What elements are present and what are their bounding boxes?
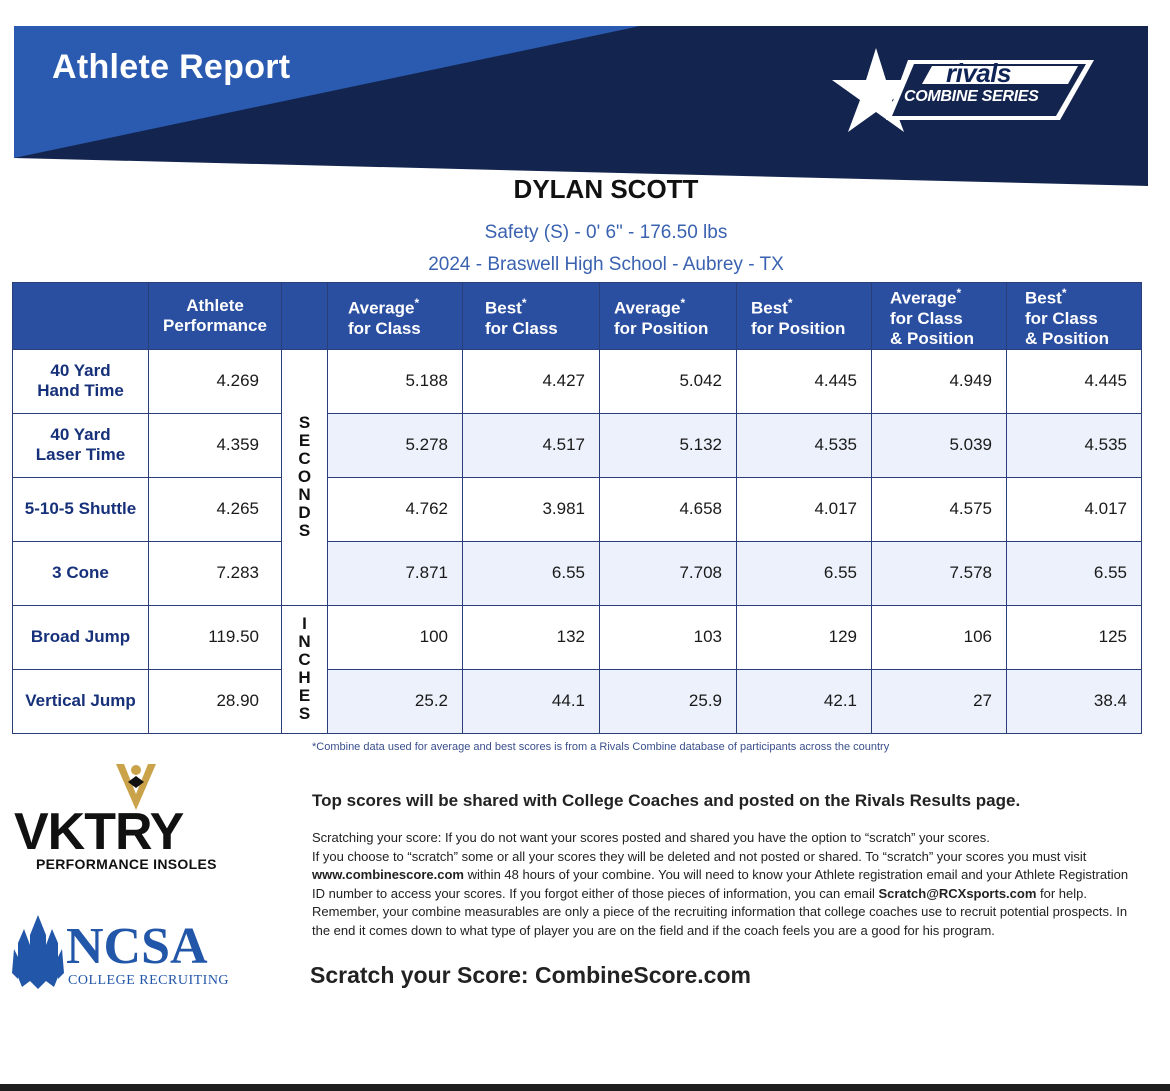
unit-seconds <box>282 349 328 605</box>
table-cell: 4.017 <box>737 477 872 541</box>
table-cell: 129 <box>737 605 872 669</box>
unit-inches <box>282 605 328 733</box>
table-cell: 27 <box>872 669 1007 733</box>
table-cell: 103 <box>600 605 737 669</box>
table-cell: 7.871 <box>328 541 463 605</box>
table-row <box>13 349 1142 413</box>
table-cell: 4.427 <box>463 349 600 413</box>
table-cell: 4.575 <box>872 477 1007 541</box>
top-scores-notice: Top scores will be shared with College Coaches and posted on the Rivals Results page. <box>312 791 1021 810</box>
table-cell: 4.517 <box>463 413 600 477</box>
header-avg-class-position <box>872 283 1007 350</box>
report-banner <box>0 0 1170 190</box>
vktry-tagline: PERFORMANCE INSOLES <box>36 856 217 872</box>
table-cell: 4.762 <box>328 477 463 541</box>
table-row <box>13 541 1142 605</box>
unit-letter: C <box>298 650 311 670</box>
unit-letter: D <box>298 503 311 523</box>
header-best-class <box>463 283 600 350</box>
table-cell: 7.708 <box>600 541 737 605</box>
table-cell: 4.535 <box>1007 413 1142 477</box>
scratch-text: If you choose to “scratch” some or all your scores they will be deleted and not posted or shared. To “scratch” your scores you must visit <box>312 848 1087 864</box>
vktry-logo-text: VKTRY <box>14 803 184 861</box>
table-cell: 38.4 <box>1007 669 1142 733</box>
athlete-value: 4.265 <box>149 477 282 541</box>
unit-letter: S <box>298 413 311 433</box>
metric-label: 5-10-5 Shuttle <box>13 477 149 541</box>
header-avg-position <box>600 283 737 350</box>
table-cell: 5.039 <box>872 413 1007 477</box>
ncsa-logo <box>12 915 242 995</box>
table-cell: 106 <box>872 605 1007 669</box>
table-cell: 5.188 <box>328 349 463 413</box>
unit-letter: S <box>298 704 311 724</box>
header-text: for Class <box>1025 308 1098 328</box>
unit-letter: E <box>298 431 311 451</box>
header-text: Best <box>751 298 788 318</box>
table-cell: 5.042 <box>600 349 737 413</box>
athlete-value: 119.50 <box>149 605 282 669</box>
bottom-edge-bar <box>0 1084 1170 1091</box>
metric-label: 3 Cone <box>13 541 149 605</box>
header-metric <box>13 283 149 350</box>
scratch-text: for help. Remember, your combine measurables are only a piece of the recruiting information that college coaches use to recruit potential prospects. In the end it comes down to what type of player you are on the field and if the coach feels you are a good for his program. <box>312 885 1128 938</box>
athlete-value: 4.359 <box>149 413 282 477</box>
table-cell: 132 <box>463 605 600 669</box>
table-row <box>13 413 1142 477</box>
header-asterisk: * <box>956 286 962 300</box>
scratch-score-cta: Scratch your Score: CombineScore.com <box>310 962 751 988</box>
unit-letter: E <box>298 686 311 706</box>
athlete-school: 2024 - Braswell High School - Aubrey - TX <box>428 254 784 275</box>
table-cell: 4.445 <box>1007 349 1142 413</box>
unit-letter: H <box>298 668 311 688</box>
ncsa-logo-text: NCSA <box>66 918 208 975</box>
table-cell: 125 <box>1007 605 1142 669</box>
header-asterisk: * <box>1061 286 1067 300</box>
unit-letter: C <box>298 449 311 469</box>
metric-label-line: 40 Yard <box>50 425 111 445</box>
table-cell: 4.445 <box>737 349 872 413</box>
header-asterisk: * <box>680 296 686 310</box>
scratch-intro: Scratching your score: If you do not want your scores posted and shared you have the option to “scratch” your scores. <box>312 830 990 845</box>
metric-label <box>13 349 149 413</box>
table-header-row <box>13 283 1142 350</box>
rivals-logo-text: rivals <box>946 58 1011 88</box>
header-athlete-performance <box>149 283 282 350</box>
table-cell: 4.658 <box>600 477 737 541</box>
header-text: Performance <box>163 315 267 335</box>
header-text: & Position <box>1025 328 1110 348</box>
header-best-position <box>737 283 872 350</box>
unit-letter: N <box>298 632 311 652</box>
table-row <box>13 605 1142 669</box>
ncsa-emblem-icon <box>12 915 64 991</box>
table-cell: 3.981 <box>463 477 600 541</box>
table-cell: 7.578 <box>872 541 1007 605</box>
header-best-class-position <box>1007 283 1142 350</box>
table-row <box>13 669 1142 733</box>
header-asterisk: * <box>414 296 420 310</box>
athlete-position-size: Safety (S) - 0' 6" - 176.50 lbs <box>484 222 728 243</box>
table-cell: 25.2 <box>328 669 463 733</box>
header-text: for Position <box>614 318 709 338</box>
vktry-logo <box>14 758 234 878</box>
table-cell: 4.949 <box>872 349 1007 413</box>
table-cell: 5.132 <box>600 413 737 477</box>
header-text: & Position <box>890 328 975 348</box>
metric-label: Vertical Jump <box>13 669 149 733</box>
athlete-value: 4.269 <box>149 349 282 413</box>
metric-label <box>13 413 149 477</box>
metric-label-line: Hand Time <box>37 381 124 401</box>
header-asterisk: * <box>521 296 527 310</box>
unit-letter: N <box>298 485 311 505</box>
unit-letter: O <box>297 467 312 487</box>
header-text: for Class <box>348 318 421 338</box>
unit-letter: S <box>298 521 311 541</box>
header-text: Athlete <box>186 295 244 315</box>
scratch-email-link[interactable]: Scratch@RCXsports.com <box>878 885 1037 901</box>
combinescore-link[interactable]: www.combinescore.com <box>312 867 464 882</box>
athlete-value: 7.283 <box>149 541 282 605</box>
table-cell: 25.9 <box>600 669 737 733</box>
header-avg-class <box>328 283 463 350</box>
metric-label-line: Laser Time <box>35 445 126 465</box>
athlete-name: DYLAN SCOTT <box>513 174 699 204</box>
scratch-text: within 48 hours of your combine. You will need to know your Athlete registration email and your Athlete Registration ID number to access your scores. If you forgot either of those pieces of information, you can email <box>312 867 1129 901</box>
header-text: for Class <box>485 318 558 338</box>
table-cell: 6.55 <box>463 541 600 605</box>
scratch-instructions <box>312 829 1142 940</box>
rivals-combine-logo <box>828 46 1096 134</box>
header-text: Average <box>614 298 681 318</box>
table-cell: 5.278 <box>328 413 463 477</box>
header-text: Average <box>890 288 957 308</box>
table-cell: 42.1 <box>737 669 872 733</box>
table-cell: 4.535 <box>737 413 872 477</box>
header-text: for Position <box>751 318 846 338</box>
table-footnote: *Combine data used for average and best scores is from a Rivals Combine database of participants across the country <box>312 741 890 753</box>
table-cell: 4.017 <box>1007 477 1142 541</box>
results-table <box>12 282 1142 734</box>
header-text: Average <box>348 298 415 318</box>
athlete-value: 28.90 <box>149 669 282 733</box>
header-text: Best <box>1025 288 1062 308</box>
table-row <box>13 477 1142 541</box>
header-asterisk: * <box>787 296 793 310</box>
metric-label-line: 40 Yard <box>50 361 111 381</box>
table-cell: 100 <box>328 605 463 669</box>
table-cell: 6.55 <box>737 541 872 605</box>
ncsa-tagline: COLLEGE RECRUITING <box>68 973 230 988</box>
report-title: Athlete Report <box>52 48 291 86</box>
unit-letter: I <box>302 614 307 634</box>
header-text: for Class <box>890 308 963 328</box>
table-cell: 6.55 <box>1007 541 1142 605</box>
header-unit <box>282 283 328 350</box>
table-cell: 44.1 <box>463 669 600 733</box>
header-text: Best <box>485 298 522 318</box>
combine-series-text: COMBINE SERIES <box>904 88 1039 105</box>
metric-label: Broad Jump <box>13 605 149 669</box>
